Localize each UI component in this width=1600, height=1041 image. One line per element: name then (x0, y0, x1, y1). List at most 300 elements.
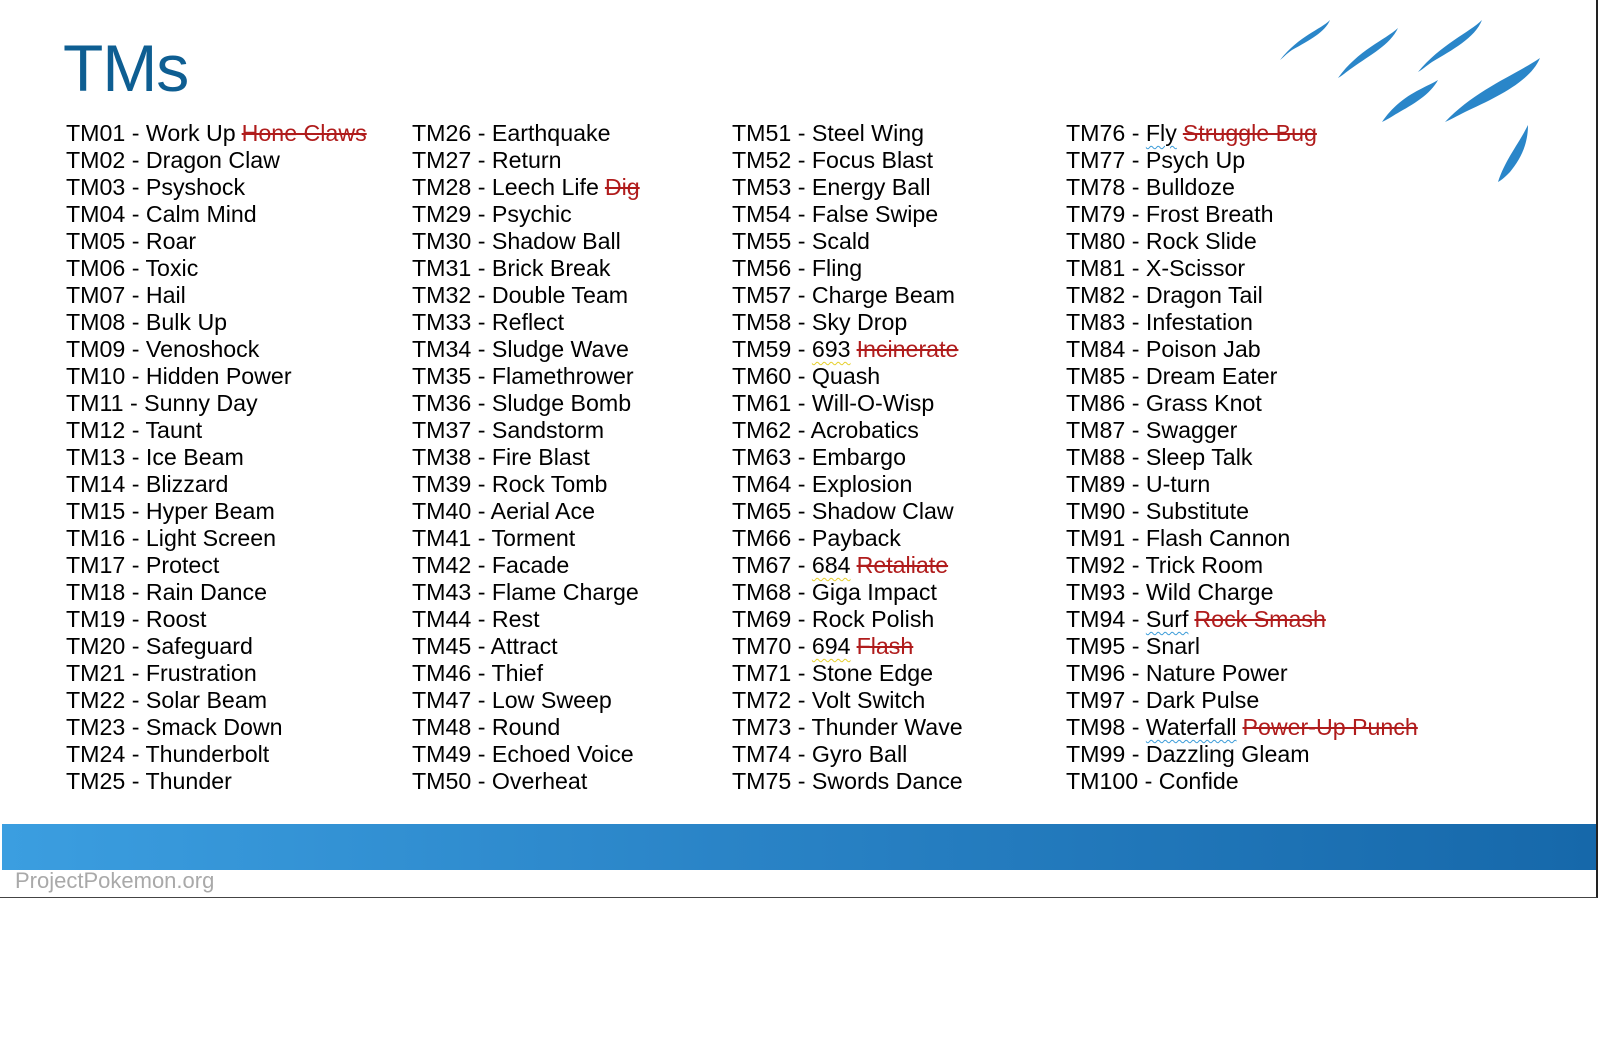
tm-entry: TM58 - Sky Drop (732, 309, 908, 335)
tm-move-name: Protect (145, 552, 220, 578)
tm-move-name: Trick Room (1145, 552, 1264, 578)
tm-number: TM22 (66, 687, 126, 713)
tm-entry: TM79 - Frost Breath (1066, 201, 1274, 227)
tm-entry: TM06 - Toxic (66, 255, 199, 281)
tm-number: TM02 (66, 147, 126, 173)
tm-move-name: Poison Jab (1145, 336, 1261, 362)
tm-move-name: Smack Down (145, 714, 283, 740)
tm-number: TM95 (1066, 633, 1126, 659)
tm-number: TM46 (412, 660, 472, 686)
tm-number: TM71 (732, 660, 792, 686)
tm-number: TM33 (412, 309, 472, 335)
tm-number: TM98 (1066, 714, 1126, 740)
tm-move-name: Shadow Ball (491, 228, 621, 254)
tm-number: TM04 (66, 201, 126, 227)
tm-move-name: U-turn (1145, 471, 1211, 497)
tm-number: TM78 (1066, 174, 1126, 200)
tm-move-name: Dream Eater (1145, 363, 1278, 389)
tm-move-name: Stone Edge (811, 660, 934, 686)
tm-replaced-move: Struggle Bug (1182, 120, 1317, 146)
tm-number: TM09 (66, 336, 126, 362)
tm-entry: TM22 - Solar Beam (66, 687, 268, 713)
tm-move-name: Fly (1145, 120, 1177, 146)
tm-entry: TM32 - Double Team (412, 282, 629, 308)
tm-entry: TM98 - Waterfall Power-Up Punch (1066, 714, 1418, 740)
tm-replaced-move: Hone Claws (241, 120, 367, 146)
tm-number: TM76 (1066, 120, 1126, 146)
tm-entry: TM77 - Psych Up (1066, 147, 1246, 173)
tm-entry: TM75 - Swords Dance (732, 768, 963, 794)
tm-entry: TM68 - Giga Impact (732, 579, 937, 605)
tm-move-name: Steel Wing (811, 120, 925, 146)
tm-number: TM81 (1066, 255, 1126, 281)
tm-entry: TM33 - Reflect (412, 309, 565, 335)
tm-number: TM92 (1066, 552, 1126, 578)
tm-entry: TM72 - Volt Switch (732, 687, 926, 713)
tm-move-name: X-Scissor (1145, 255, 1246, 281)
tm-move-name: 694 (811, 633, 851, 659)
tm-number: TM01 (66, 120, 126, 146)
tm-move-name: Overheat (491, 768, 588, 794)
tm-entry: TM62 - Acrobatics (732, 417, 919, 443)
tm-move-name: Will-O-Wisp (811, 390, 935, 416)
tm-number: TM53 (732, 174, 792, 200)
tm-number: TM08 (66, 309, 126, 335)
tm-move-name: Wild Charge (1145, 579, 1274, 605)
tm-entry: TM46 - Thief (412, 660, 544, 686)
tm-move-name: Torment (491, 525, 576, 551)
tm-entry: TM52 - Focus Blast (732, 147, 934, 173)
tm-move-name: Bulk Up (145, 309, 228, 335)
tm-move-name: Attract (490, 633, 558, 659)
tm-entry: TM16 - Light Screen (66, 525, 277, 551)
tm-move-name: Leech Life (491, 174, 599, 200)
tm-entry: TM94 - Surf Rock Smash (1066, 606, 1326, 632)
tm-entry: TM67 - 684 Retaliate (732, 552, 949, 578)
tm-number: TM89 (1066, 471, 1126, 497)
tm-number: TM57 (732, 282, 792, 308)
tm-entry: TM12 - Taunt (66, 417, 203, 443)
tm-entry: TM76 - Fly Struggle Bug (1066, 120, 1317, 146)
tm-entry: TM36 - Sludge Bomb (412, 390, 632, 416)
tm-entry: TM99 - Dazzling Gleam (1066, 741, 1310, 767)
tm-move-name: 684 (811, 552, 851, 578)
tm-move-name: Embargo (811, 444, 906, 470)
tm-entry: TM56 - Fling (732, 255, 863, 281)
tm-number: TM73 (732, 714, 792, 740)
tm-move-name: Sky Drop (811, 309, 908, 335)
tm-move-name: Light Screen (145, 525, 277, 551)
tm-entry: TM90 - Substitute (1066, 498, 1250, 524)
tm-entry: TM80 - Rock Slide (1066, 228, 1257, 254)
tm-number: TM14 (66, 471, 126, 497)
tm-move-name: Gyro Ball (811, 741, 908, 767)
tm-move-name: Quash (811, 363, 881, 389)
tm-replaced-move: Incinerate (856, 336, 959, 362)
tm-number: TM90 (1066, 498, 1126, 524)
tm-move-name: Dragon Claw (145, 147, 280, 173)
tm-move-name: Roar (145, 228, 197, 254)
tm-entry: TM53 - Energy Ball (732, 174, 931, 200)
tm-move-name: Psychic (491, 201, 572, 227)
tm-entry: TM08 - Bulk Up (66, 309, 228, 335)
tm-move-name: Hyper Beam (145, 498, 275, 524)
tm-entry: TM05 - Roar (66, 228, 197, 254)
tm-move-name: Focus Blast (811, 147, 934, 173)
tm-move-name: Nature Power (1145, 660, 1288, 686)
tm-entry: TM91 - Flash Cannon (1066, 525, 1291, 551)
tm-entry: TM71 - Stone Edge (732, 660, 934, 686)
tm-number: TM62 (732, 417, 792, 443)
tm-number: TM38 (412, 444, 472, 470)
tm-move-name: Scald (811, 228, 870, 254)
tm-entry: TM39 - Rock Tomb (412, 471, 608, 497)
tm-move-name: Aerial Ace (490, 498, 596, 524)
tm-entry: TM17 - Protect (66, 552, 220, 578)
tm-entry: TM59 - 693 Incinerate (732, 336, 959, 362)
tm-move-name: Flash Cannon (1145, 525, 1291, 551)
tm-entry: TM47 - Low Sweep (412, 687, 612, 713)
tm-entry: TM54 - False Swipe (732, 201, 939, 227)
tm-number: TM91 (1066, 525, 1126, 551)
tm-entry: TM20 - Safeguard (66, 633, 253, 659)
tm-column-3 (732, 120, 963, 795)
tm-number: TM47 (412, 687, 472, 713)
tm-number: TM29 (412, 201, 472, 227)
tm-entry: TM01 - Work Up Hone Claws (66, 120, 367, 146)
tm-move-name: Dragon Tail (1145, 282, 1263, 308)
tm-entry: TM25 - Thunder (66, 768, 232, 794)
tm-number: TM55 (732, 228, 792, 254)
tm-entry: TM21 - Frustration (66, 660, 257, 686)
tm-move-name: Infestation (1145, 309, 1253, 335)
tm-entry: TM15 - Hyper Beam (66, 498, 275, 524)
tm-move-name: Return (491, 147, 562, 173)
footer-band (2, 824, 1596, 870)
tm-number: TM12 (66, 417, 126, 443)
tm-move-name: Work Up (145, 120, 236, 146)
tm-entry: TM45 - Attract (412, 633, 558, 659)
tm-number: TM30 (412, 228, 472, 254)
tm-entry: TM60 - Quash (732, 363, 881, 389)
tm-move-name: Swords Dance (811, 768, 963, 794)
tm-entry: TM92 - Trick Room (1066, 552, 1264, 578)
tm-entry: TM24 - Thunderbolt (66, 741, 270, 767)
tm-move-name: Substitute (1145, 498, 1250, 524)
tm-number: TM17 (66, 552, 126, 578)
tm-number: TM31 (412, 255, 472, 281)
tm-entry: TM95 - Snarl (1066, 633, 1201, 659)
tm-number: TM07 (66, 282, 126, 308)
tm-number: TM06 (66, 255, 126, 281)
tm-entry: TM78 - Bulldoze (1066, 174, 1235, 200)
tm-number: TM82 (1066, 282, 1126, 308)
tm-number: TM63 (732, 444, 792, 470)
tm-move-name: Snarl (1145, 633, 1201, 659)
tm-number: TM24 (66, 741, 126, 767)
tm-move-name: Explosion (811, 471, 913, 497)
tm-column-4 (1066, 120, 1418, 795)
tm-entry: TM57 - Charge Beam (732, 282, 955, 308)
tm-entry: TM73 - Thunder Wave (732, 714, 963, 740)
tm-entry: TM74 - Gyro Ball (732, 741, 908, 767)
tm-entry: TM37 - Sandstorm (412, 417, 605, 443)
tm-number: TM03 (66, 174, 126, 200)
tm-move-name: Psyshock (145, 174, 246, 200)
tm-number: TM21 (66, 660, 126, 686)
tm-number: TM15 (66, 498, 126, 524)
tm-move-name: Payback (811, 525, 901, 551)
tm-number: TM41 (412, 525, 472, 551)
tm-number: TM66 (732, 525, 792, 551)
tm-number: TM16 (66, 525, 126, 551)
tm-number: TM11 (66, 390, 124, 416)
tm-entry: TM44 - Rest (412, 606, 540, 632)
tm-entry: TM63 - Embargo (732, 444, 906, 470)
tm-entry: TM84 - Poison Jab (1066, 336, 1261, 362)
tm-move-name: Surf (1145, 606, 1189, 632)
tm-replaced-move: Rock Smash (1194, 606, 1326, 632)
tm-entry: TM40 - Aerial Ace (412, 498, 596, 524)
tm-number: TM20 (66, 633, 126, 659)
tm-move-name: Volt Switch (811, 687, 926, 713)
tm-number: TM13 (66, 444, 126, 470)
tm-number: TM25 (66, 768, 126, 794)
tm-entry: TM97 - Dark Pulse (1066, 687, 1260, 713)
tm-number: TM26 (412, 120, 472, 146)
tm-number: TM65 (732, 498, 792, 524)
tm-number: TM64 (732, 471, 792, 497)
tm-entry: TM88 - Sleep Talk (1066, 444, 1253, 470)
tm-entry: TM43 - Flame Charge (412, 579, 639, 605)
tm-number: TM67 (732, 552, 792, 578)
tm-number: TM93 (1066, 579, 1126, 605)
tm-number: TM18 (66, 579, 126, 605)
tm-move-name: Low Sweep (491, 687, 612, 713)
tm-move-name: Earthquake (491, 120, 611, 146)
tm-move-name: Safeguard (145, 633, 253, 659)
tm-entry: TM41 - Torment (412, 525, 576, 551)
tm-entry: TM30 - Shadow Ball (412, 228, 621, 254)
tm-entry: TM81 - X-Scissor (1066, 255, 1246, 281)
tm-number: TM56 (732, 255, 792, 281)
tm-entry: TM66 - Payback (732, 525, 901, 551)
tm-entry: TM49 - Echoed Voice (412, 741, 634, 767)
tm-entry: TM09 - Venoshock (66, 336, 260, 362)
tm-entry: TM19 - Roost (66, 606, 207, 632)
tm-entry: TM96 - Nature Power (1066, 660, 1288, 686)
tm-number: TM50 (412, 768, 472, 794)
tm-number: TM84 (1066, 336, 1126, 362)
tm-column-1 (66, 120, 367, 795)
tm-entry: TM82 - Dragon Tail (1066, 282, 1263, 308)
tm-move-name: Confide (1158, 768, 1239, 794)
tm-entry: TM38 - Fire Blast (412, 444, 590, 470)
tm-move-name: Rock Slide (1145, 228, 1257, 254)
tm-move-name: Hidden Power (145, 363, 292, 389)
tm-move-name: Toxic (145, 255, 199, 281)
tm-move-name: Thunder Wave (811, 714, 963, 740)
tm-move-name: Flame Charge (491, 579, 639, 605)
tm-move-name: Flamethrower (491, 363, 634, 389)
tm-entry: TM50 - Overheat (412, 768, 588, 794)
tm-number: TM74 (732, 741, 792, 767)
tm-entry: TM64 - Explosion (732, 471, 913, 497)
tm-move-name: Acrobatics (810, 417, 919, 443)
tm-move-name: Echoed Voice (491, 741, 634, 767)
tm-number: TM23 (66, 714, 126, 740)
tm-entry: TM86 - Grass Knot (1066, 390, 1262, 416)
tm-number: TM05 (66, 228, 126, 254)
tm-move-name: Venoshock (145, 336, 260, 362)
tm-entry: TM87 - Swagger (1066, 417, 1238, 443)
tm-move-name: Sandstorm (491, 417, 605, 443)
tm-move-name: Psych Up (1145, 147, 1246, 173)
tm-move-name: Giga Impact (811, 579, 937, 605)
tm-number: TM35 (412, 363, 472, 389)
tm-entry: TM85 - Dream Eater (1066, 363, 1278, 389)
tm-move-name: Facade (491, 552, 570, 578)
tm-move-name: Shadow Claw (811, 498, 954, 524)
tm-move-name: Fling (811, 255, 863, 281)
tm-move-name: Sleep Talk (1145, 444, 1253, 470)
tm-entry: TM89 - U-turn (1066, 471, 1211, 497)
tm-entry: TM26 - Earthquake (412, 120, 611, 146)
tm-move-name: Roost (145, 606, 207, 632)
tm-entry: TM10 - Hidden Power (66, 363, 292, 389)
tm-entry: TM65 - Shadow Claw (732, 498, 954, 524)
tm-move-name: Thunderbolt (145, 741, 270, 767)
tm-move-name: Calm Mind (145, 201, 257, 227)
tm-entry: TM07 - Hail (66, 282, 186, 308)
tm-number: TM45 (412, 633, 472, 659)
tm-number: TM68 (732, 579, 792, 605)
tm-number: TM94 (1066, 606, 1126, 632)
tm-number: TM69 (732, 606, 792, 632)
tm-number: TM34 (412, 336, 472, 362)
tm-move-name: Ice Beam (145, 444, 244, 470)
tm-column-2 (412, 120, 640, 795)
tm-number: TM28 (412, 174, 472, 200)
tm-number: TM96 (1066, 660, 1126, 686)
tm-number: TM85 (1066, 363, 1126, 389)
tm-move-name: Rest (491, 606, 540, 632)
tm-entry: TM55 - Scald (732, 228, 870, 254)
tm-move-name: Brick Break (491, 255, 611, 281)
tm-number: TM79 (1066, 201, 1126, 227)
tm-entry: TM69 - Rock Polish (732, 606, 935, 632)
tm-entry: TM93 - Wild Charge (1066, 579, 1274, 605)
tm-entry: TM11 - Sunny Day (66, 390, 258, 416)
tm-entry: TM51 - Steel Wing (732, 120, 925, 146)
tm-move-name: Thunder (145, 768, 232, 794)
tm-number: TM49 (412, 741, 472, 767)
tm-move-name: Sludge Wave (491, 336, 629, 362)
tm-move-name: Rock Tomb (491, 471, 608, 497)
tm-number: TM87 (1066, 417, 1126, 443)
tm-number: TM52 (732, 147, 792, 173)
tm-number: TM43 (412, 579, 472, 605)
tm-move-name: Waterfall (1145, 714, 1237, 740)
tm-move-name: Rain Dance (145, 579, 268, 605)
tm-number: TM19 (66, 606, 126, 632)
tm-entry: TM03 - Psyshock (66, 174, 246, 200)
tm-number: TM83 (1066, 309, 1126, 335)
tm-entry: TM27 - Return (412, 147, 562, 173)
tm-number: TM59 (732, 336, 792, 362)
tm-entry: TM34 - Sludge Wave (412, 336, 629, 362)
tm-entry: TM48 - Round (412, 714, 561, 740)
footer-site-label: ProjectPokemon.org (15, 868, 215, 893)
tm-number: TM58 (732, 309, 792, 335)
tm-move-name: Bulldoze (1145, 174, 1235, 200)
tm-entry: TM35 - Flamethrower (412, 363, 634, 389)
tm-number: TM32 (412, 282, 472, 308)
tm-entry: TM14 - Blizzard (66, 471, 229, 497)
tm-move-name: Reflect (491, 309, 565, 335)
tm-move-name: Energy Ball (811, 174, 931, 200)
tm-move-name: 693 (811, 336, 851, 362)
tm-move-name: Blizzard (145, 471, 229, 497)
tm-number: TM51 (732, 120, 792, 146)
tm-entry: TM29 - Psychic (412, 201, 572, 227)
tm-entry: TM83 - Infestation (1066, 309, 1253, 335)
tm-move-name: Fire Blast (491, 444, 590, 470)
tm-move-name: Dark Pulse (1145, 687, 1260, 713)
tm-move-name: Thief (491, 660, 544, 686)
tm-entry: TM100 - Confide (1066, 768, 1239, 794)
tm-move-name: Sunny Day (144, 390, 258, 416)
tm-move-name: Hail (145, 282, 186, 308)
tm-entry: TM61 - Will-O-Wisp (732, 390, 935, 416)
tm-entry: TM70 - 694 Flash (732, 633, 914, 659)
tm-move-name: Swagger (1145, 417, 1238, 443)
tm-number: TM54 (732, 201, 792, 227)
tm-entry: TM02 - Dragon Claw (66, 147, 280, 173)
tm-number: TM42 (412, 552, 472, 578)
tm-move-name: Charge Beam (811, 282, 955, 308)
tm-move-name: Frustration (145, 660, 257, 686)
tm-move-name: Taunt (145, 417, 203, 443)
tm-entry: TM23 - Smack Down (66, 714, 283, 740)
tm-number: TM37 (412, 417, 472, 443)
tm-number: TM27 (412, 147, 472, 173)
tm-replaced-move: Retaliate (856, 552, 949, 578)
tm-entry: TM28 - Leech Life Dig (412, 174, 640, 200)
tm-number: TM39 (412, 471, 472, 497)
tm-number: TM72 (732, 687, 792, 713)
tm-number: TM61 (732, 390, 792, 416)
tm-number: TM40 (412, 498, 472, 524)
tm-number: TM86 (1066, 390, 1126, 416)
tm-number: TM100 (1066, 768, 1139, 794)
tm-number: TM36 (412, 390, 472, 416)
tm-move-name: Dazzling Gleam (1145, 741, 1310, 767)
tm-replaced-move: Dig (604, 174, 640, 200)
tm-move-name: False Swipe (811, 201, 939, 227)
tm-number: TM88 (1066, 444, 1126, 470)
tm-number: TM77 (1066, 147, 1126, 173)
tm-entry: TM18 - Rain Dance (66, 579, 268, 605)
slide-title: TMs (63, 31, 189, 105)
tm-move-name: Grass Knot (1145, 390, 1262, 416)
tm-number: TM10 (66, 363, 126, 389)
tm-replaced-move: Flash (856, 633, 914, 659)
tm-number: TM48 (412, 714, 472, 740)
tm-move-name: Frost Breath (1145, 201, 1274, 227)
tm-entry: TM42 - Facade (412, 552, 570, 578)
tm-number: TM44 (412, 606, 472, 632)
